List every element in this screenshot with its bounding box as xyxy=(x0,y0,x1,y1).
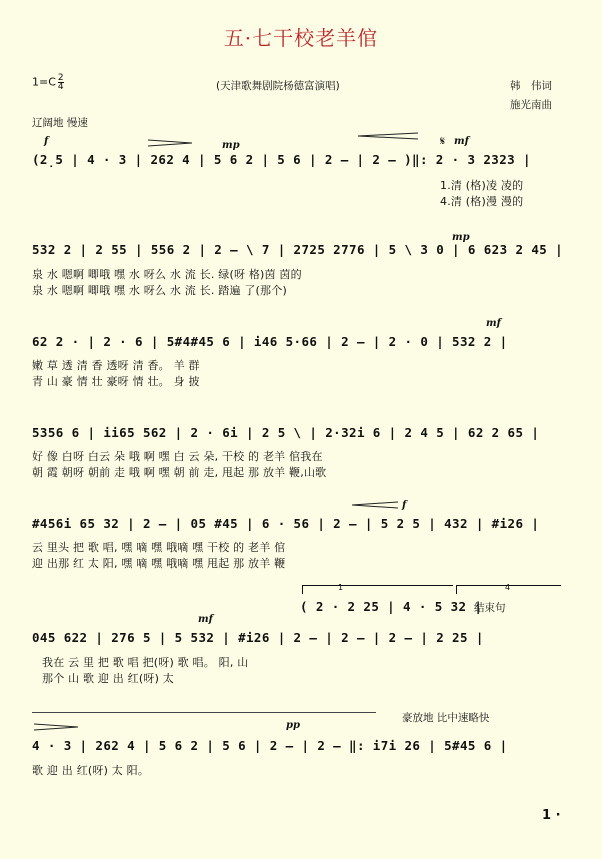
dynamic-mp-2: mp xyxy=(452,232,470,243)
performer-credit: (天津歌舞剧院杨德富演唱) xyxy=(216,80,340,92)
dynamic-mf-3: mf xyxy=(198,614,213,625)
section-divider xyxy=(32,712,376,713)
staff-line-1: (2̣5 | 4 · 3 | 262 4 | 5 6 2 | 5 6 | 2 – | 2 – )‖: 2 · 3 2323 | xyxy=(32,152,531,167)
key-signature xyxy=(32,74,64,91)
lyric-line-3-verse-4: 青 山 豪 情 壮 豪呀 情 壮。 身 披 xyxy=(32,375,200,388)
lyric-line-2-verse-1: 泉 水 嗯啊 唧哦 嘿 水 呀么 水 流 长. 绿(呀 格)茵 茵的 xyxy=(32,268,302,281)
dynamic-mf-1: mf xyxy=(454,136,469,147)
tempo-marking-intro: 辽阔地 慢速 xyxy=(32,117,88,129)
song-title: 五·七干校老羊倌 xyxy=(223,26,379,50)
lyric-line-5-verse-1: 云 里头 把 歌 唱, 嘿 嘀 嘿 哦嘀 嘿 干校 的 老羊 倌 xyxy=(32,541,286,554)
lyric-line-1-verse-1: 1.清 (格)凌 凌的 xyxy=(440,179,524,192)
lyric-line-4-verse-4: 朝 霞 朝呀 朝前 走 哦 啊 嘿 朝 前 走, 甩起 那 放羊 鞭,山歌 xyxy=(32,466,327,479)
volta-phrase: ( 2 · 2 25 | 4 · 5 32 | xyxy=(300,599,483,614)
decrescendo-mark-1 xyxy=(148,138,192,148)
lyric-line-1-verse-4: 4.清 (格)漫 漫的 xyxy=(440,195,524,208)
time-numerator: 2 xyxy=(57,73,64,83)
ending-label: 结束句 xyxy=(474,602,506,614)
staff-line-6: 045 622 | 276 5 | 5 532 | #i26 | 2 – | 2 – | 2 – | 2 25 | xyxy=(32,630,484,645)
lyric-line-4-verse-1: 好 像 白呀 白云 朵 哦 啊 嘿 白 云 朵, 干校 的 老羊 倌我在 xyxy=(32,450,323,463)
staff-line-2: 532 2 | 2 55 | 556 2 | 2 – \ 7 | 2725 2776 | 5 \ 3 0 | 6 623 2 45 | xyxy=(32,242,564,257)
volta-label-1: 1 xyxy=(338,583,344,592)
staff-line-7: 4 · 3 | 262 4 | 5 6 2 | 5 6 | 2 – | 2 – ‖: i7i 26 | 5#45 6 | xyxy=(32,738,508,753)
composer-credit: 施光南曲 xyxy=(510,99,552,111)
lyric-line-5-verse-4: 迎 出那 红 太 阳, 嘿 嘀 嘿 哦嘀 嘿 甩起 那 放羊 鞭 xyxy=(32,557,286,570)
lyric-line-6-verse-4: 那个 山 歌 迎 出 红(呀) 太 xyxy=(42,672,174,685)
dynamic-f-intro: f xyxy=(44,136,49,147)
decrescendo-mark-2 xyxy=(34,722,78,732)
key-label: 1=C xyxy=(32,75,56,89)
lyric-line-6-verse-1: 我在 云 里 把 歌 唱 把(呀) 歌 唱。 阳, 山 xyxy=(42,656,249,669)
lyric-line-7-verse-1: 歌 迎 出 红(呀) 太 阳。 xyxy=(32,764,150,777)
crescendo-mark-2 xyxy=(352,500,398,510)
dynamic-mf-2: mf xyxy=(486,318,501,329)
staff-line-4: 5356 6 | ii65 562 | 2 · 6i | 2 5 \ | 2·32i 6 | 2 4 5 | 62 2 65 | xyxy=(32,425,540,440)
lyricist-credit: 韩 伟词 xyxy=(510,80,552,92)
crescendo-mark-1 xyxy=(358,131,418,141)
page-number: 1 · xyxy=(542,808,561,823)
staff-line-5: #456i 65 32 | 2 – | 05 #45 | 6 · 56 | 2 – | 5 2 5 | 432 | #i26 | xyxy=(32,516,540,531)
segno-sign: 𝄋 xyxy=(440,134,446,148)
volta-bracket-1 xyxy=(302,585,453,594)
time-signature xyxy=(58,74,64,91)
dynamic-pp: pp xyxy=(286,720,300,731)
volta-label-4: 4 xyxy=(505,583,511,592)
lyric-line-3-verse-1: 嫩 草 透 清 香 透呀 清 香。 羊 群 xyxy=(32,359,200,372)
dynamic-f-2: f xyxy=(402,500,407,511)
staff-line-3: 62 2 · | 2 · 6 | 5#4#45 6 | i46 5·66 | 2 – | 2 · 0 | 532 2 | xyxy=(32,334,508,349)
time-denominator: 4 xyxy=(57,82,64,92)
dynamic-mp-1: mp xyxy=(222,140,240,151)
tempo-marking-later: 豪放地 比中速略快 xyxy=(402,712,490,724)
lyric-line-2-verse-4: 泉 水 嗯啊 唧哦 嘿 水 呀么 水 流 长. 踏遍 了(那个) xyxy=(32,284,287,297)
